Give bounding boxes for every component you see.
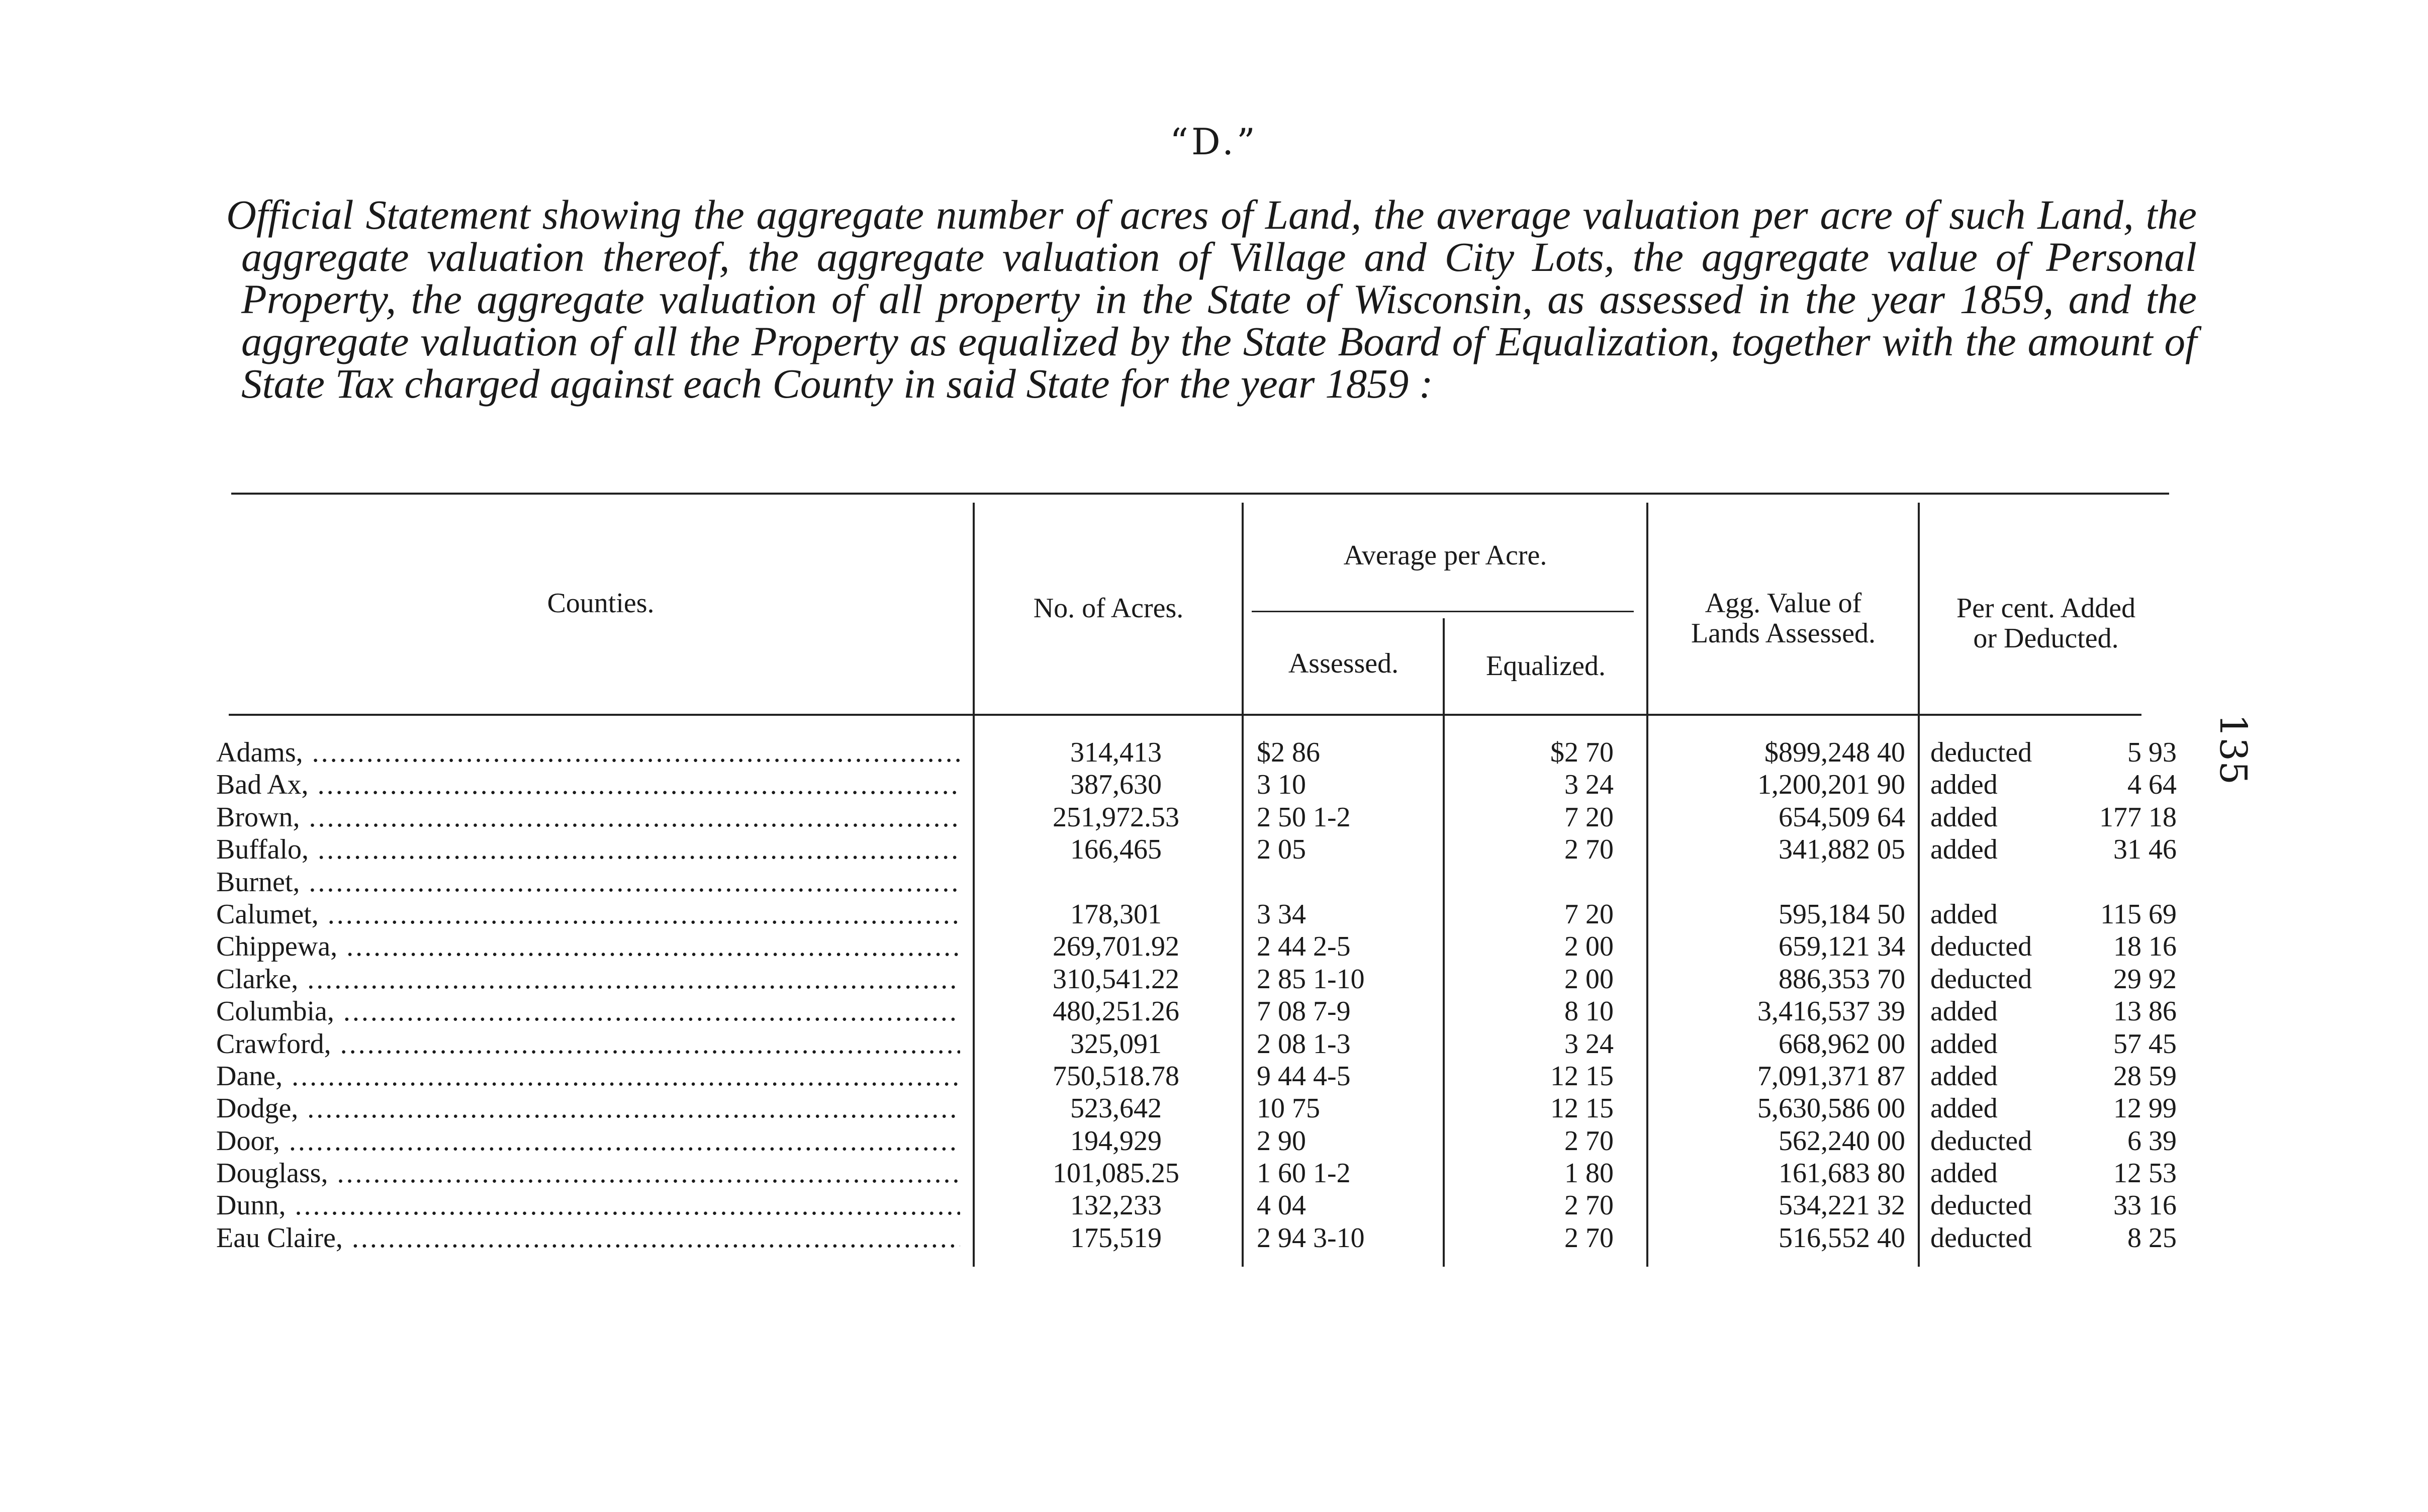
acres-value: 194,929 <box>1070 1125 1162 1157</box>
lands-value: 1,200,201 90 <box>1757 769 1905 801</box>
table-row <box>0 898 2428 930</box>
acres-value: 480,251.26 <box>1053 996 1179 1027</box>
header-bottom-rule <box>229 714 2141 716</box>
lands-value: 654,509 64 <box>1779 801 1905 833</box>
acres-value: 175,519 <box>1070 1222 1162 1254</box>
percent-value: 28 59 <box>2113 1060 2177 1092</box>
table-row <box>0 1157 2428 1189</box>
assessed-value: 1 60 1-2 <box>1257 1158 1351 1189</box>
equalized-value: 12 15 <box>1550 1093 1614 1124</box>
equalized-value: 3 24 <box>1564 1028 1614 1060</box>
county-name: Brown, ..... <box>216 801 960 833</box>
table-row <box>0 866 2428 898</box>
header-average-per-acre: Average per Acre. <box>1343 540 1547 571</box>
acres-value: 269,701.92 <box>1053 931 1179 963</box>
assessed-value: 2 44 2-5 <box>1257 931 1351 963</box>
percent-value: 18 16 <box>2113 931 2177 963</box>
lands-value: 668,962 00 <box>1779 1028 1905 1060</box>
percent-label: added <box>1930 834 1998 866</box>
lands-value: $899,248 40 <box>1764 737 1905 768</box>
county-name: Burnet, ..... <box>216 866 960 898</box>
percent-value: 12 53 <box>2113 1158 2177 1189</box>
county-name: Douglass, ..... <box>216 1157 960 1189</box>
percent-value: 4 64 <box>2127 769 2177 801</box>
county-name: Door, ..... <box>216 1125 960 1157</box>
county-name: Crawford, ..... <box>216 1028 960 1060</box>
lands-value: 534,221 32 <box>1779 1190 1905 1221</box>
lands-value: 562,240 00 <box>1779 1125 1905 1157</box>
percent-value: 33 16 <box>2113 1190 2177 1221</box>
equalized-value: 2 70 <box>1564 1190 1614 1221</box>
equalized-value: 2 70 <box>1564 1222 1614 1254</box>
acres-value: 166,465 <box>1070 834 1162 866</box>
acres-value: 314,413 <box>1070 737 1162 768</box>
county-name: Bad Ax, ..... <box>216 769 960 801</box>
assessed-value: 9 44 4-5 <box>1257 1060 1351 1092</box>
county-name: Calumet, ..... <box>216 898 960 930</box>
equalized-value: 8 10 <box>1564 996 1614 1027</box>
county-name: Adams, ..... <box>216 736 960 769</box>
table-row <box>0 1092 2428 1124</box>
lands-value: 161,683 80 <box>1779 1158 1905 1189</box>
percent-label: deducted <box>1930 737 2032 768</box>
percent-label: deducted <box>1930 963 2032 995</box>
assessed-value: 3 34 <box>1257 898 1306 930</box>
lands-value: 659,121 34 <box>1779 931 1905 963</box>
percent-label: deducted <box>1930 1125 2032 1157</box>
acres-value: 101,085.25 <box>1053 1158 1179 1189</box>
assessed-value: 4 04 <box>1257 1190 1306 1221</box>
header-equalized: Equalized. <box>1486 650 1606 682</box>
table-row <box>0 769 2428 801</box>
average-per-acre-underline <box>1252 611 1634 612</box>
percent-label: added <box>1930 1093 1998 1124</box>
table-row <box>0 1189 2428 1221</box>
lands-value: 7,091,371 87 <box>1757 1060 1905 1092</box>
percent-label: added <box>1930 1028 1998 1060</box>
assessed-value: 2 94 3-10 <box>1257 1222 1365 1254</box>
percent-value: 115 69 <box>2100 898 2177 930</box>
header-agg-value-line1: Agg. Value of <box>1705 588 1862 619</box>
percent-label: deducted <box>1930 1190 2032 1221</box>
equalized-value: 12 15 <box>1550 1060 1614 1092</box>
acres-value: 523,642 <box>1070 1093 1162 1124</box>
assessed-value: 7 08 7-9 <box>1257 996 1351 1027</box>
acres-value: 310,541.22 <box>1053 963 1179 995</box>
acres-value: 178,301 <box>1070 898 1162 930</box>
header-agg-value-line2: Lands Assessed. <box>1691 618 1876 649</box>
assessed-value: $2 86 <box>1257 737 1320 768</box>
assessed-value: 2 05 <box>1257 834 1306 866</box>
header-percent-line2: or Deducted. <box>1973 623 2119 654</box>
percent-label: added <box>1930 1060 1998 1092</box>
table-row <box>0 833 2428 866</box>
percent-label: added <box>1930 996 1998 1027</box>
lands-value: 595,184 50 <box>1779 898 1905 930</box>
header-assessed: Assessed. <box>1288 648 1399 679</box>
county-name: Dodge, ..... <box>216 1092 960 1124</box>
percent-label: deducted <box>1930 1222 2032 1254</box>
intro-paragraph: Official Statement showing the aggregate number of acres of Land, the average valuation per acre of such Land, the aggregate valuation thereof, the aggregate valuation of Village and City Lots, the aggregate value of Personal Property, the aggregate valuation of all property in the State of Wisconsin, as assessed in the year 1859, and the aggregate valuation of all the Property as equalized by the State Board of Equalization, together with the amount of State Tax charged against each County in said State for the year 1859 : <box>226 192 2197 407</box>
table-row <box>0 963 2428 995</box>
lands-value: 5,630,586 00 <box>1757 1093 1905 1124</box>
percent-label: added <box>1930 1158 1998 1189</box>
lands-value: 3,416,537 39 <box>1757 996 1905 1027</box>
header-counties: Counties. <box>547 588 655 619</box>
table-row <box>0 995 2428 1027</box>
percent-value: 8 25 <box>2127 1222 2177 1254</box>
equalized-value: 2 70 <box>1564 1125 1614 1157</box>
equalized-value: 2 00 <box>1564 963 1614 995</box>
county-name: Eau Claire, ..... <box>216 1222 960 1254</box>
table-row <box>0 1060 2428 1092</box>
county-name: Clarke, ..... <box>216 963 960 995</box>
percent-value: 5 93 <box>2127 737 2177 768</box>
header-percent-line1: Per cent. Added <box>1956 593 2136 624</box>
equalized-value: 2 00 <box>1564 931 1614 963</box>
equalized-value: 1 80 <box>1564 1158 1614 1189</box>
assessed-value: 2 08 1-3 <box>1257 1028 1351 1060</box>
page-title: “D.” <box>1170 121 1258 163</box>
acres-value: 325,091 <box>1070 1028 1162 1060</box>
acres-value: 750,518.78 <box>1053 1060 1179 1092</box>
county-name: Dane, ..... <box>216 1060 960 1092</box>
percent-value: 177 18 <box>2099 801 2177 833</box>
percent-value: 12 99 <box>2113 1093 2177 1124</box>
table-body <box>0 736 2428 1254</box>
page-number: 135 <box>2211 714 2255 785</box>
percent-value: 31 46 <box>2113 834 2177 866</box>
lands-value: 341,882 05 <box>1779 834 1905 866</box>
table-row <box>0 1028 2428 1060</box>
county-name: Chippewa, ..... <box>216 930 960 963</box>
table-row <box>0 1222 2428 1254</box>
header-agg-value <box>1649 588 1918 648</box>
percent-value: 29 92 <box>2113 963 2177 995</box>
table-row <box>0 801 2428 833</box>
percent-label: added <box>1930 769 1998 801</box>
equalized-value: 3 24 <box>1564 769 1614 801</box>
assessed-value: 3 10 <box>1257 769 1306 801</box>
county-name: Columbia, ..... <box>216 995 960 1027</box>
lands-value: 886,353 70 <box>1779 963 1905 995</box>
county-name: Buffalo, ..... <box>216 833 960 866</box>
percent-label: deducted <box>1930 931 2032 963</box>
percent-value: 13 86 <box>2113 996 2177 1027</box>
equalized-value: 7 20 <box>1564 801 1614 833</box>
acres-value: 132,233 <box>1070 1190 1162 1221</box>
percent-value: 57 45 <box>2113 1028 2177 1060</box>
acres-value: 251,972.53 <box>1053 801 1179 833</box>
table-top-rule <box>231 493 2169 495</box>
equalized-value: 2 70 <box>1564 834 1614 866</box>
table-row <box>0 930 2428 963</box>
percent-label: added <box>1930 898 1998 930</box>
header-acres: No. of Acres. <box>1033 593 1184 624</box>
lands-value: 516,552 40 <box>1779 1222 1905 1254</box>
assessed-value: 10 75 <box>1257 1093 1320 1124</box>
percent-label: added <box>1930 801 1998 833</box>
equalized-value: $2 70 <box>1550 737 1614 768</box>
county-name: Dunn, ..... <box>216 1189 960 1221</box>
percent-value: 6 39 <box>2127 1125 2177 1157</box>
equalized-value: 7 20 <box>1564 898 1614 930</box>
table-row <box>0 736 2428 769</box>
table-row <box>0 1125 2428 1157</box>
assessed-value: 2 85 1-10 <box>1257 963 1365 995</box>
assessed-value: 2 90 <box>1257 1125 1306 1157</box>
acres-value: 387,630 <box>1070 769 1162 801</box>
header-percent <box>1920 593 2172 653</box>
assessed-value: 2 50 1-2 <box>1257 801 1351 833</box>
